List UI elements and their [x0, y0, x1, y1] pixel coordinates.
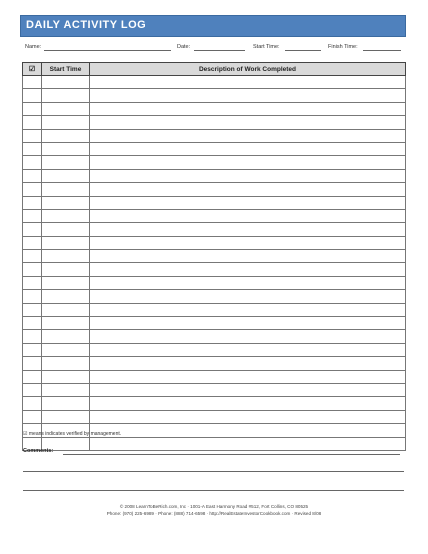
verified-cell[interactable]	[23, 250, 42, 263]
footer	[0, 503, 428, 517]
table-row	[23, 116, 406, 129]
verified-cell[interactable]	[23, 76, 42, 89]
verified-cell[interactable]	[23, 290, 42, 303]
date-label: Date:	[177, 44, 191, 50]
table-row	[23, 383, 406, 396]
description-cell[interactable]	[90, 142, 406, 155]
start-time-cell[interactable]	[42, 76, 90, 89]
activity-log-table	[22, 62, 406, 451]
name-field[interactable]	[44, 50, 171, 51]
verified-cell[interactable]	[23, 317, 42, 330]
start-time-cell[interactable]	[42, 183, 90, 196]
description-cell[interactable]	[90, 397, 406, 410]
finish-time-label: Finish Time:	[328, 44, 358, 50]
start-time-cell[interactable]	[42, 169, 90, 182]
info-row	[25, 44, 407, 54]
verified-cell[interactable]	[23, 410, 42, 423]
comments-line[interactable]	[23, 490, 404, 491]
description-cell[interactable]	[90, 250, 406, 263]
table-row	[23, 183, 406, 196]
description-cell[interactable]	[90, 89, 406, 102]
verified-cell[interactable]	[23, 276, 42, 289]
description-cell[interactable]	[90, 276, 406, 289]
description-cell[interactable]	[90, 343, 406, 356]
description-cell[interactable]	[90, 263, 406, 276]
table-row	[23, 397, 406, 410]
start-time-cell[interactable]	[42, 317, 90, 330]
table-row	[23, 76, 406, 89]
description-cell[interactable]	[90, 196, 406, 209]
verified-cell[interactable]	[23, 156, 42, 169]
verified-cell[interactable]	[23, 343, 42, 356]
start-time-column-header: Start Time	[42, 63, 90, 76]
description-column-header: Description of Work Completed	[90, 63, 406, 76]
verified-cell[interactable]	[23, 209, 42, 222]
start-time-cell[interactable]	[42, 116, 90, 129]
description-cell[interactable]	[90, 303, 406, 316]
table-row	[23, 290, 406, 303]
description-cell[interactable]	[90, 424, 406, 437]
table-row	[23, 142, 406, 155]
start-time-cell[interactable]	[42, 357, 90, 370]
table-row	[23, 263, 406, 276]
table-row	[23, 209, 406, 222]
title-bar	[20, 15, 406, 37]
start-time-cell[interactable]	[42, 330, 90, 343]
start-time-cell[interactable]	[42, 383, 90, 396]
finish-time-field[interactable]	[363, 50, 401, 51]
table-row	[23, 370, 406, 383]
comments-field[interactable]	[63, 454, 400, 455]
start-time-field[interactable]	[285, 50, 321, 51]
table-row	[23, 89, 406, 102]
description-cell[interactable]	[90, 102, 406, 115]
footer-contact: Phone: (970) 225-6989 · Phone: (888) 714-6598 · http://RealEstateInvestorCookbook.com · Revised 8/08	[106, 511, 322, 516]
start-time-cell[interactable]	[42, 236, 90, 249]
description-cell[interactable]	[90, 357, 406, 370]
table-row	[23, 196, 406, 209]
description-cell[interactable]	[90, 76, 406, 89]
description-cell[interactable]	[90, 383, 406, 396]
verified-cell[interactable]	[23, 116, 42, 129]
verified-column-header	[23, 63, 42, 76]
table-row	[23, 330, 406, 343]
description-cell[interactable]	[90, 330, 406, 343]
description-cell[interactable]	[90, 129, 406, 142]
description-cell[interactable]	[90, 156, 406, 169]
verified-cell[interactable]	[23, 183, 42, 196]
verified-cell[interactable]	[23, 397, 42, 410]
start-time-cell[interactable]	[42, 223, 90, 236]
verified-cell[interactable]	[23, 330, 42, 343]
start-time-cell[interactable]	[42, 290, 90, 303]
start-time-cell[interactable]	[42, 129, 90, 142]
start-time-cell[interactable]	[42, 142, 90, 155]
verified-cell[interactable]	[23, 196, 42, 209]
table-row	[23, 303, 406, 316]
verification-note: ☑ means indicates verified by management.	[23, 431, 122, 437]
table-header-row	[23, 63, 406, 76]
description-cell[interactable]	[90, 290, 406, 303]
table-row	[23, 129, 406, 142]
verified-cell[interactable]	[23, 263, 42, 276]
verified-cell[interactable]	[23, 357, 42, 370]
description-cell[interactable]	[90, 410, 406, 423]
start-time-cell[interactable]	[42, 410, 90, 423]
start-time-cell[interactable]	[42, 209, 90, 222]
description-cell[interactable]	[90, 223, 406, 236]
verified-cell[interactable]	[23, 89, 42, 102]
verified-cell[interactable]	[23, 223, 42, 236]
verified-cell[interactable]	[23, 303, 42, 316]
verified-cell[interactable]	[23, 129, 42, 142]
comments-label: Comments:	[23, 448, 54, 454]
verified-cell[interactable]	[23, 236, 42, 249]
table-row	[23, 102, 406, 115]
table-row	[23, 236, 406, 249]
start-time-cell[interactable]	[42, 89, 90, 102]
table-row	[23, 317, 406, 330]
verified-cell[interactable]	[23, 370, 42, 383]
name-label: Name:	[25, 44, 42, 50]
description-cell[interactable]	[90, 116, 406, 129]
start-time-cell[interactable]	[42, 303, 90, 316]
log-rows	[23, 76, 406, 451]
start-time-cell[interactable]	[42, 343, 90, 356]
verified-cell[interactable]	[23, 142, 42, 155]
date-field[interactable]	[194, 50, 245, 51]
start-time-cell[interactable]	[42, 102, 90, 115]
start-time-cell[interactable]	[42, 196, 90, 209]
start-time-cell[interactable]	[42, 276, 90, 289]
description-cell[interactable]	[90, 183, 406, 196]
checkbox-icon: ☑	[28, 66, 36, 73]
start-time-label: Start Time:	[253, 44, 280, 50]
table-row	[23, 169, 406, 182]
start-time-cell[interactable]	[42, 397, 90, 410]
table-row	[23, 357, 406, 370]
description-cell[interactable]	[90, 209, 406, 222]
table-row	[23, 223, 406, 236]
description-cell[interactable]	[90, 236, 406, 249]
start-time-cell[interactable]	[42, 156, 90, 169]
start-time-cell[interactable]	[42, 370, 90, 383]
verified-cell[interactable]	[23, 383, 42, 396]
table-row	[23, 343, 406, 356]
description-cell[interactable]	[90, 317, 406, 330]
table-row	[23, 410, 406, 423]
table-row	[23, 156, 406, 169]
footer-address: © 2008 LearnToBeRich.com, Inc · 1001-A East Harmony Road #512, Fort Collins, CO 80525	[119, 504, 309, 509]
table-row	[23, 250, 406, 263]
table-row	[23, 276, 406, 289]
page-title: DAILY ACTIVITY LOG	[26, 19, 147, 31]
comments-line[interactable]	[23, 471, 404, 472]
description-cell[interactable]	[90, 370, 406, 383]
start-time-cell[interactable]	[42, 250, 90, 263]
verified-cell[interactable]	[23, 169, 42, 182]
verified-cell[interactable]	[23, 102, 42, 115]
start-time-cell[interactable]	[42, 263, 90, 276]
comments-section	[23, 448, 404, 458]
description-cell[interactable]	[90, 169, 406, 182]
